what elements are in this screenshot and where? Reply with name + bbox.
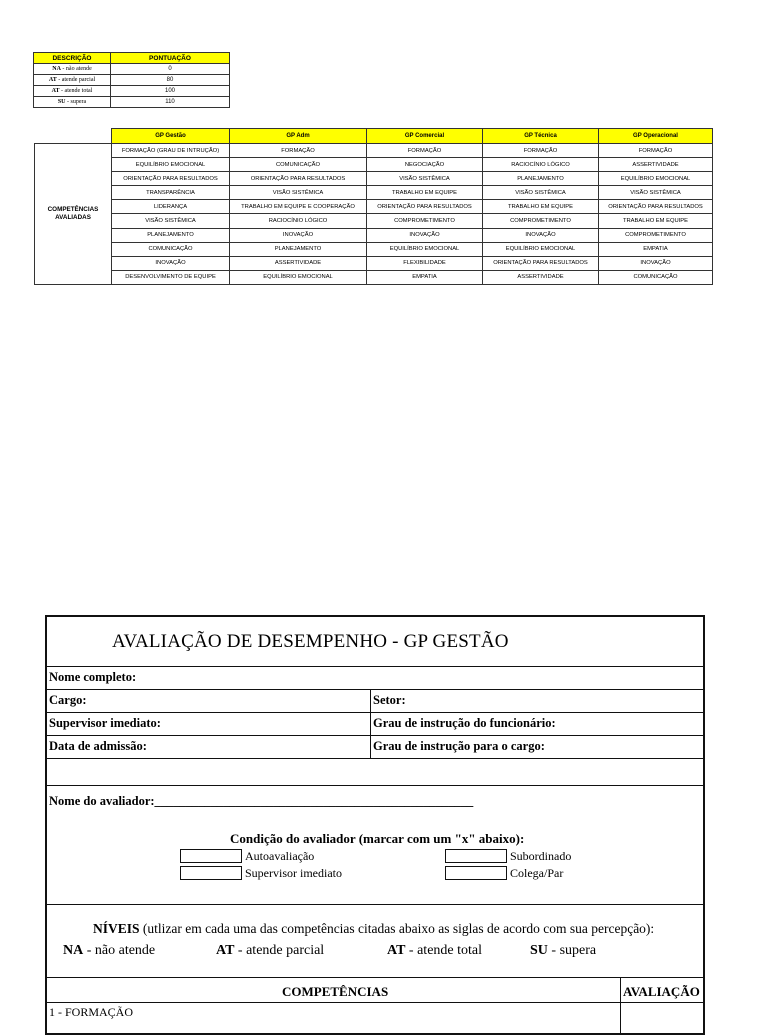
divider xyxy=(370,736,371,758)
matrix-cell: PLANEJAMENTO xyxy=(112,228,230,242)
label-nome-avaliador[interactable]: Nome do avaliador:___________________________________________________ xyxy=(49,794,474,808)
label-data-admissao: Data de admissão: xyxy=(49,739,147,753)
matrix-header-tecnica: GP Técnica xyxy=(483,129,599,144)
matrix-cell: TRABALHO EM EQUIPE xyxy=(367,186,483,200)
matrix-cell: TRABALHO EM EQUIPE xyxy=(483,200,599,214)
label-supervisor: Supervisor imediato: xyxy=(49,716,161,730)
competencias-header: COMPETÊNCIAS xyxy=(282,984,389,999)
level-code: AT xyxy=(216,943,235,958)
matrix-cell: ORIENTAÇÃO PARA RESULTADOS xyxy=(230,172,367,186)
table-row xyxy=(35,242,713,256)
level-desc: - atende total xyxy=(59,88,93,94)
row-supervisor[interactable] xyxy=(47,713,703,736)
label-nome-completo: Nome completo: xyxy=(49,670,137,684)
option-colega: Colega/Par xyxy=(510,866,564,880)
level-code: SU xyxy=(57,99,66,105)
matrix-cell: ORIENTAÇÃO PARA RESULTADOS xyxy=(599,200,713,214)
score-header-descricao: DESCRIÇÃO xyxy=(34,53,111,64)
matrix-cell: INOVAÇÃO xyxy=(230,228,367,242)
form-title: AVALIAÇÃO DE DESEMPENHO - GP GESTÃO xyxy=(112,631,509,652)
matrix-cell: VISÃO SISTÊMICA xyxy=(112,214,230,228)
level-at-total xyxy=(387,943,482,959)
matrix-header-comercial: GP Comercial xyxy=(367,129,483,144)
level-points: 80 xyxy=(111,75,230,86)
matrix-cell: VISÃO SISTÊMICA xyxy=(483,186,599,200)
level-code: AT xyxy=(48,77,57,83)
evaluation-form xyxy=(45,615,705,1035)
matrix-cell: VISÃO SISTÊMICA xyxy=(599,186,713,200)
matrix-cell: EQUILÍBRIO EMOCIONAL xyxy=(483,242,599,256)
level-code: AT xyxy=(387,943,406,958)
checkbox-autoavaliacao[interactable] xyxy=(180,849,242,863)
table-row xyxy=(35,270,713,284)
matrix-cell: FORMAÇÃO xyxy=(367,144,483,158)
level-code: NA xyxy=(63,943,84,958)
divider xyxy=(47,904,703,905)
table-row xyxy=(35,172,713,186)
level-desc: - atende parcial xyxy=(234,943,325,958)
table-row xyxy=(34,97,230,108)
niveis-title xyxy=(93,921,654,937)
matrix-cell: INOVAÇÃO xyxy=(367,228,483,242)
competences-matrix xyxy=(34,128,713,285)
score-table xyxy=(33,52,230,108)
matrix-header-gestao: GP Gestão xyxy=(112,129,230,144)
option-supervisor: Supervisor imediato xyxy=(245,866,342,880)
matrix-cell: LIDERANÇA xyxy=(112,200,230,214)
matrix-cell: COMUNICAÇÃO xyxy=(112,242,230,256)
item-formacao: 1 - FORMAÇÃO xyxy=(49,1005,134,1019)
divider xyxy=(620,977,621,1033)
level-code: NA xyxy=(52,66,61,72)
table-row xyxy=(35,256,713,270)
label-grau-funcionario: Grau de instrução do funcionário: xyxy=(373,716,556,730)
row-data-admissao[interactable] xyxy=(47,736,703,759)
level-code: SU xyxy=(530,943,548,958)
divider xyxy=(370,713,371,735)
table-row xyxy=(35,158,713,172)
table-row xyxy=(34,64,230,75)
level-desc: - não atende xyxy=(83,943,156,958)
level-points: 110 xyxy=(111,97,230,108)
matrix-cell: EQUILÍBRIO EMOCIONAL xyxy=(112,158,230,172)
matrix-cell: EMPATIA xyxy=(599,242,713,256)
label-setor: Setor: xyxy=(373,693,406,707)
table-row xyxy=(34,75,230,86)
matrix-cell: ASSERTIVIDADE xyxy=(483,270,599,284)
form-title-row xyxy=(47,617,703,667)
matrix-cell: ORIENTAÇÃO PARA RESULTADOS xyxy=(112,172,230,186)
checkbox-colega[interactable] xyxy=(445,866,507,880)
matrix-cell: FORMAÇÃO xyxy=(483,144,599,158)
niveis-text: (utlizar em cada uma das competências citadas abaixo as siglas de acordo com sua percepção): xyxy=(139,921,655,936)
matrix-cell: FLEXIBILIDADE xyxy=(367,256,483,270)
level-points: 100 xyxy=(111,86,230,97)
level-at-parcial xyxy=(216,943,324,959)
matrix-cell: TRABALHO EM EQUIPE E COOPERAÇÃO xyxy=(230,200,367,214)
table-row xyxy=(35,214,713,228)
matrix-cell: COMUNICAÇÃO xyxy=(230,158,367,172)
level-desc: - supera xyxy=(547,943,597,958)
matrix-cell: INOVAÇÃO xyxy=(112,256,230,270)
matrix-cell: NEGOCIAÇÃO xyxy=(367,158,483,172)
matrix-cell: PLANEJAMENTO xyxy=(483,172,599,186)
matrix-cell: TRABALHO EM EQUIPE xyxy=(599,214,713,228)
option-autoavaliacao: Autoavaliação xyxy=(245,849,315,863)
option-subordinado: Subordinado xyxy=(510,849,572,863)
matrix-cell: RACIOCÍNIO LÓGICO xyxy=(483,158,599,172)
matrix-cell: DESENVOLVIMENTO DE EQUIPE xyxy=(112,270,230,284)
matrix-cell: COMUNICAÇÃO xyxy=(599,270,713,284)
matrix-cell: COMPROMETIMENTO xyxy=(599,228,713,242)
matrix-cell: FORMAÇÃO xyxy=(230,144,367,158)
matrix-cell: COMPROMETIMENTO xyxy=(483,214,599,228)
matrix-cell: COMPROMETIMENTO xyxy=(367,214,483,228)
matrix-cell: EMPATIA xyxy=(367,270,483,284)
matrix-cell: INOVAÇÃO xyxy=(599,256,713,270)
matrix-cell: PLANEJAMENTO xyxy=(230,242,367,256)
level-code: AT xyxy=(51,88,60,94)
matrix-cell: EQUILÍBRIO EMOCIONAL xyxy=(599,172,713,186)
competencias-header-row xyxy=(47,977,703,1003)
matrix-header-adm: GP Adm xyxy=(230,129,367,144)
score-header-pontuacao: PONTUAÇÃO xyxy=(111,53,230,64)
table-row xyxy=(35,200,713,214)
matrix-cell: VISÃO SISTÊMICA xyxy=(230,186,367,200)
condicao-title: Condição do avaliador (marcar com um "x" abaixo): xyxy=(230,831,525,846)
matrix-cell: EQUILÍBRIO EMOCIONAL xyxy=(367,242,483,256)
table-row xyxy=(35,144,713,158)
divider xyxy=(370,690,371,712)
level-desc: - atende total xyxy=(405,943,482,958)
label-grau-cargo: Grau de instrução para o cargo: xyxy=(373,739,545,753)
matrix-corner xyxy=(35,129,112,144)
matrix-cell: ASSERTIVIDADE xyxy=(230,256,367,270)
row-nome-completo xyxy=(47,667,703,690)
level-su xyxy=(530,943,596,959)
level-points: 0 xyxy=(111,64,230,75)
matrix-cell: VISÃO SISTÊMICA xyxy=(367,172,483,186)
niveis-label: NÍVEIS xyxy=(93,921,140,936)
matrix-cell: ORIENTAÇÃO PARA RESULTADOS xyxy=(367,200,483,214)
matrix-cell: ORIENTAÇÃO PARA RESULTADOS xyxy=(483,256,599,270)
matrix-header-operacional: GP Operacional xyxy=(599,129,713,144)
row-blank xyxy=(47,759,703,786)
matrix-cell: TRANSPARÊNCIA xyxy=(112,186,230,200)
level-desc: - não atende xyxy=(60,66,92,72)
matrix-cell: RACIOCÍNIO LÓGICO xyxy=(230,214,367,228)
matrix-cell: ASSERTIVIDADE xyxy=(599,158,713,172)
matrix-cell: FORMAÇÃO xyxy=(599,144,713,158)
row-cargo[interactable] xyxy=(47,690,703,713)
level-desc: - atende parcial xyxy=(56,77,96,83)
matrix-cell: INOVAÇÃO xyxy=(483,228,599,242)
checkbox-supervisor[interactable] xyxy=(180,866,242,880)
level-na xyxy=(63,943,155,959)
matrix-cell: EQUILÍBRIO EMOCIONAL xyxy=(230,270,367,284)
level-desc: - supera xyxy=(65,99,87,105)
table-row xyxy=(35,186,713,200)
checkbox-subordinado[interactable] xyxy=(445,849,507,863)
table-row xyxy=(34,86,230,97)
label-cargo: Cargo: xyxy=(49,693,87,707)
avaliacao-header: AVALIAÇÃO xyxy=(623,984,700,999)
matrix-side-label: COMPETÊNCIAS AVALIADAS xyxy=(35,144,112,285)
table-row xyxy=(35,228,713,242)
matrix-cell: FORMAÇÃO (GRAU DE INTRUÇÃO) xyxy=(112,144,230,158)
